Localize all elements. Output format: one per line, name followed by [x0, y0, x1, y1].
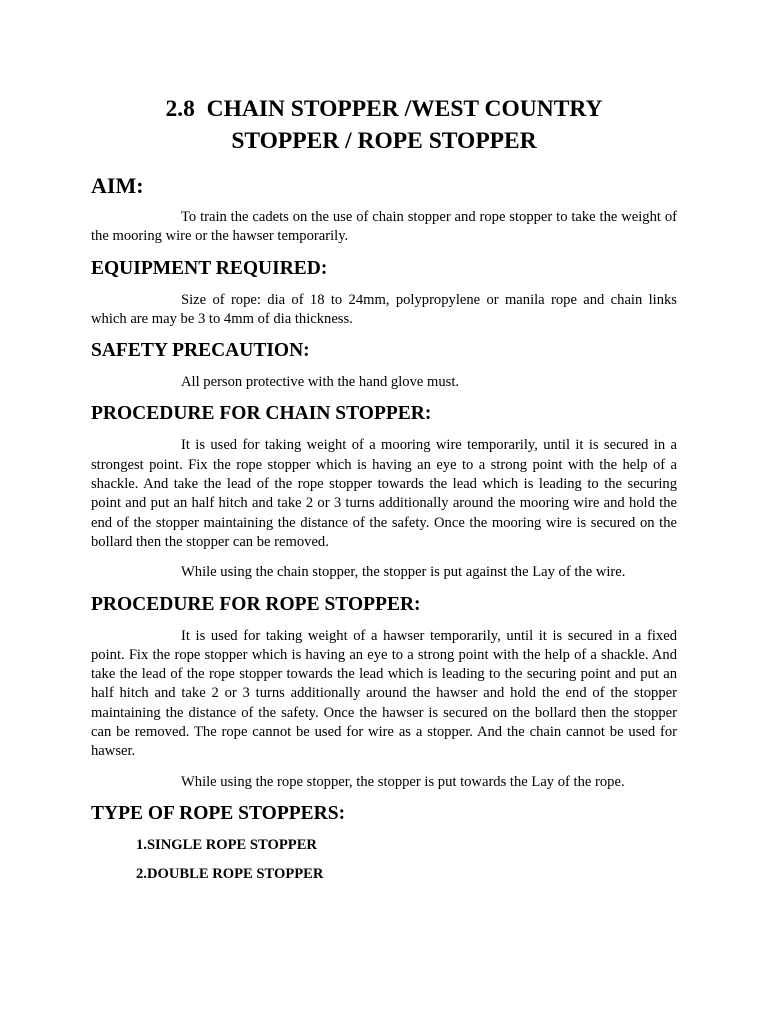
- title-line-2: STOPPER / ROPE STOPPER: [231, 128, 537, 154]
- safety-heading: SAFETY PRECAUTION:: [91, 340, 310, 362]
- chain-procedure-paragraph-2: While using the chain stopper, the stopper is put against the Lay of the wire.: [181, 564, 626, 581]
- rope-procedure-paragraph-1: It is used for taking weight of a hawser temporarily, until it is secured in a fixed point. Fix the rope stopper which is having an eye to a strong point with the help of a shackle. And take the lead of the rope stopper towards the lead which is leading to the securing point and put an half hitch and take 2 or 3 turns additionally around the hawser and hold the end of the stopper maintaining the distance of the safety. Once the hawser is secured on the bollard then the stopper can be removed. The rope cannot be used for wire as a stopper. And the chain cannot be used for hawser.: [91, 627, 677, 760]
- page-title: [91, 93, 677, 157]
- title-line-1: 2.8 CHAIN STOPPER /WEST COUNTRY: [165, 96, 603, 122]
- list-item: 2.DOUBLE ROPE STOPPER: [136, 865, 324, 882]
- list-item: 1.SINGLE ROPE STOPPER: [136, 836, 317, 853]
- chain-procedure-heading: PROCEDURE FOR CHAIN STOPPER:: [91, 403, 432, 425]
- rope-procedure-paragraph-2: While using the rope stopper, the stopper is put towards the Lay of the rope.: [181, 773, 625, 790]
- document-page: [91, 93, 677, 894]
- safety-text: All person protective with the hand glove must.: [181, 374, 460, 391]
- aim-heading: AIM:: [91, 173, 144, 198]
- aim-text: To train the cadets on the use of chain stopper and rope stopper to take the weight of the mooring wire or the hawser temporarily.: [91, 209, 677, 245]
- rope-procedure-heading: PROCEDURE FOR ROPE STOPPER:: [91, 593, 421, 615]
- types-list: [91, 836, 677, 884]
- chain-procedure-paragraph-1: It is used for taking weight of a mooring wire temporarily, until it is secured in a strongest point. Fix the rope stopper which is having an eye to a strong point with the help of a shackle. And take the lead of the rope stopper towards the lead which is leading to the securing point and put an half hitch and take 2 or 3 turns additionally around the mooring wire and hold the end of the stopper maintaining the distance of the safety. Once the mooring wire is secured on the bollard then the stopper can be removed.: [91, 437, 677, 550]
- equipment-text: Size of rope: dia of 18 to 24mm, polypropylene or manila rope and chain links which are may be 3 to 4mm of dia thickness.: [91, 291, 677, 327]
- equipment-heading: EQUIPMENT REQUIRED:: [91, 257, 328, 279]
- types-heading: TYPE OF ROPE STOPPERS:: [91, 802, 346, 824]
